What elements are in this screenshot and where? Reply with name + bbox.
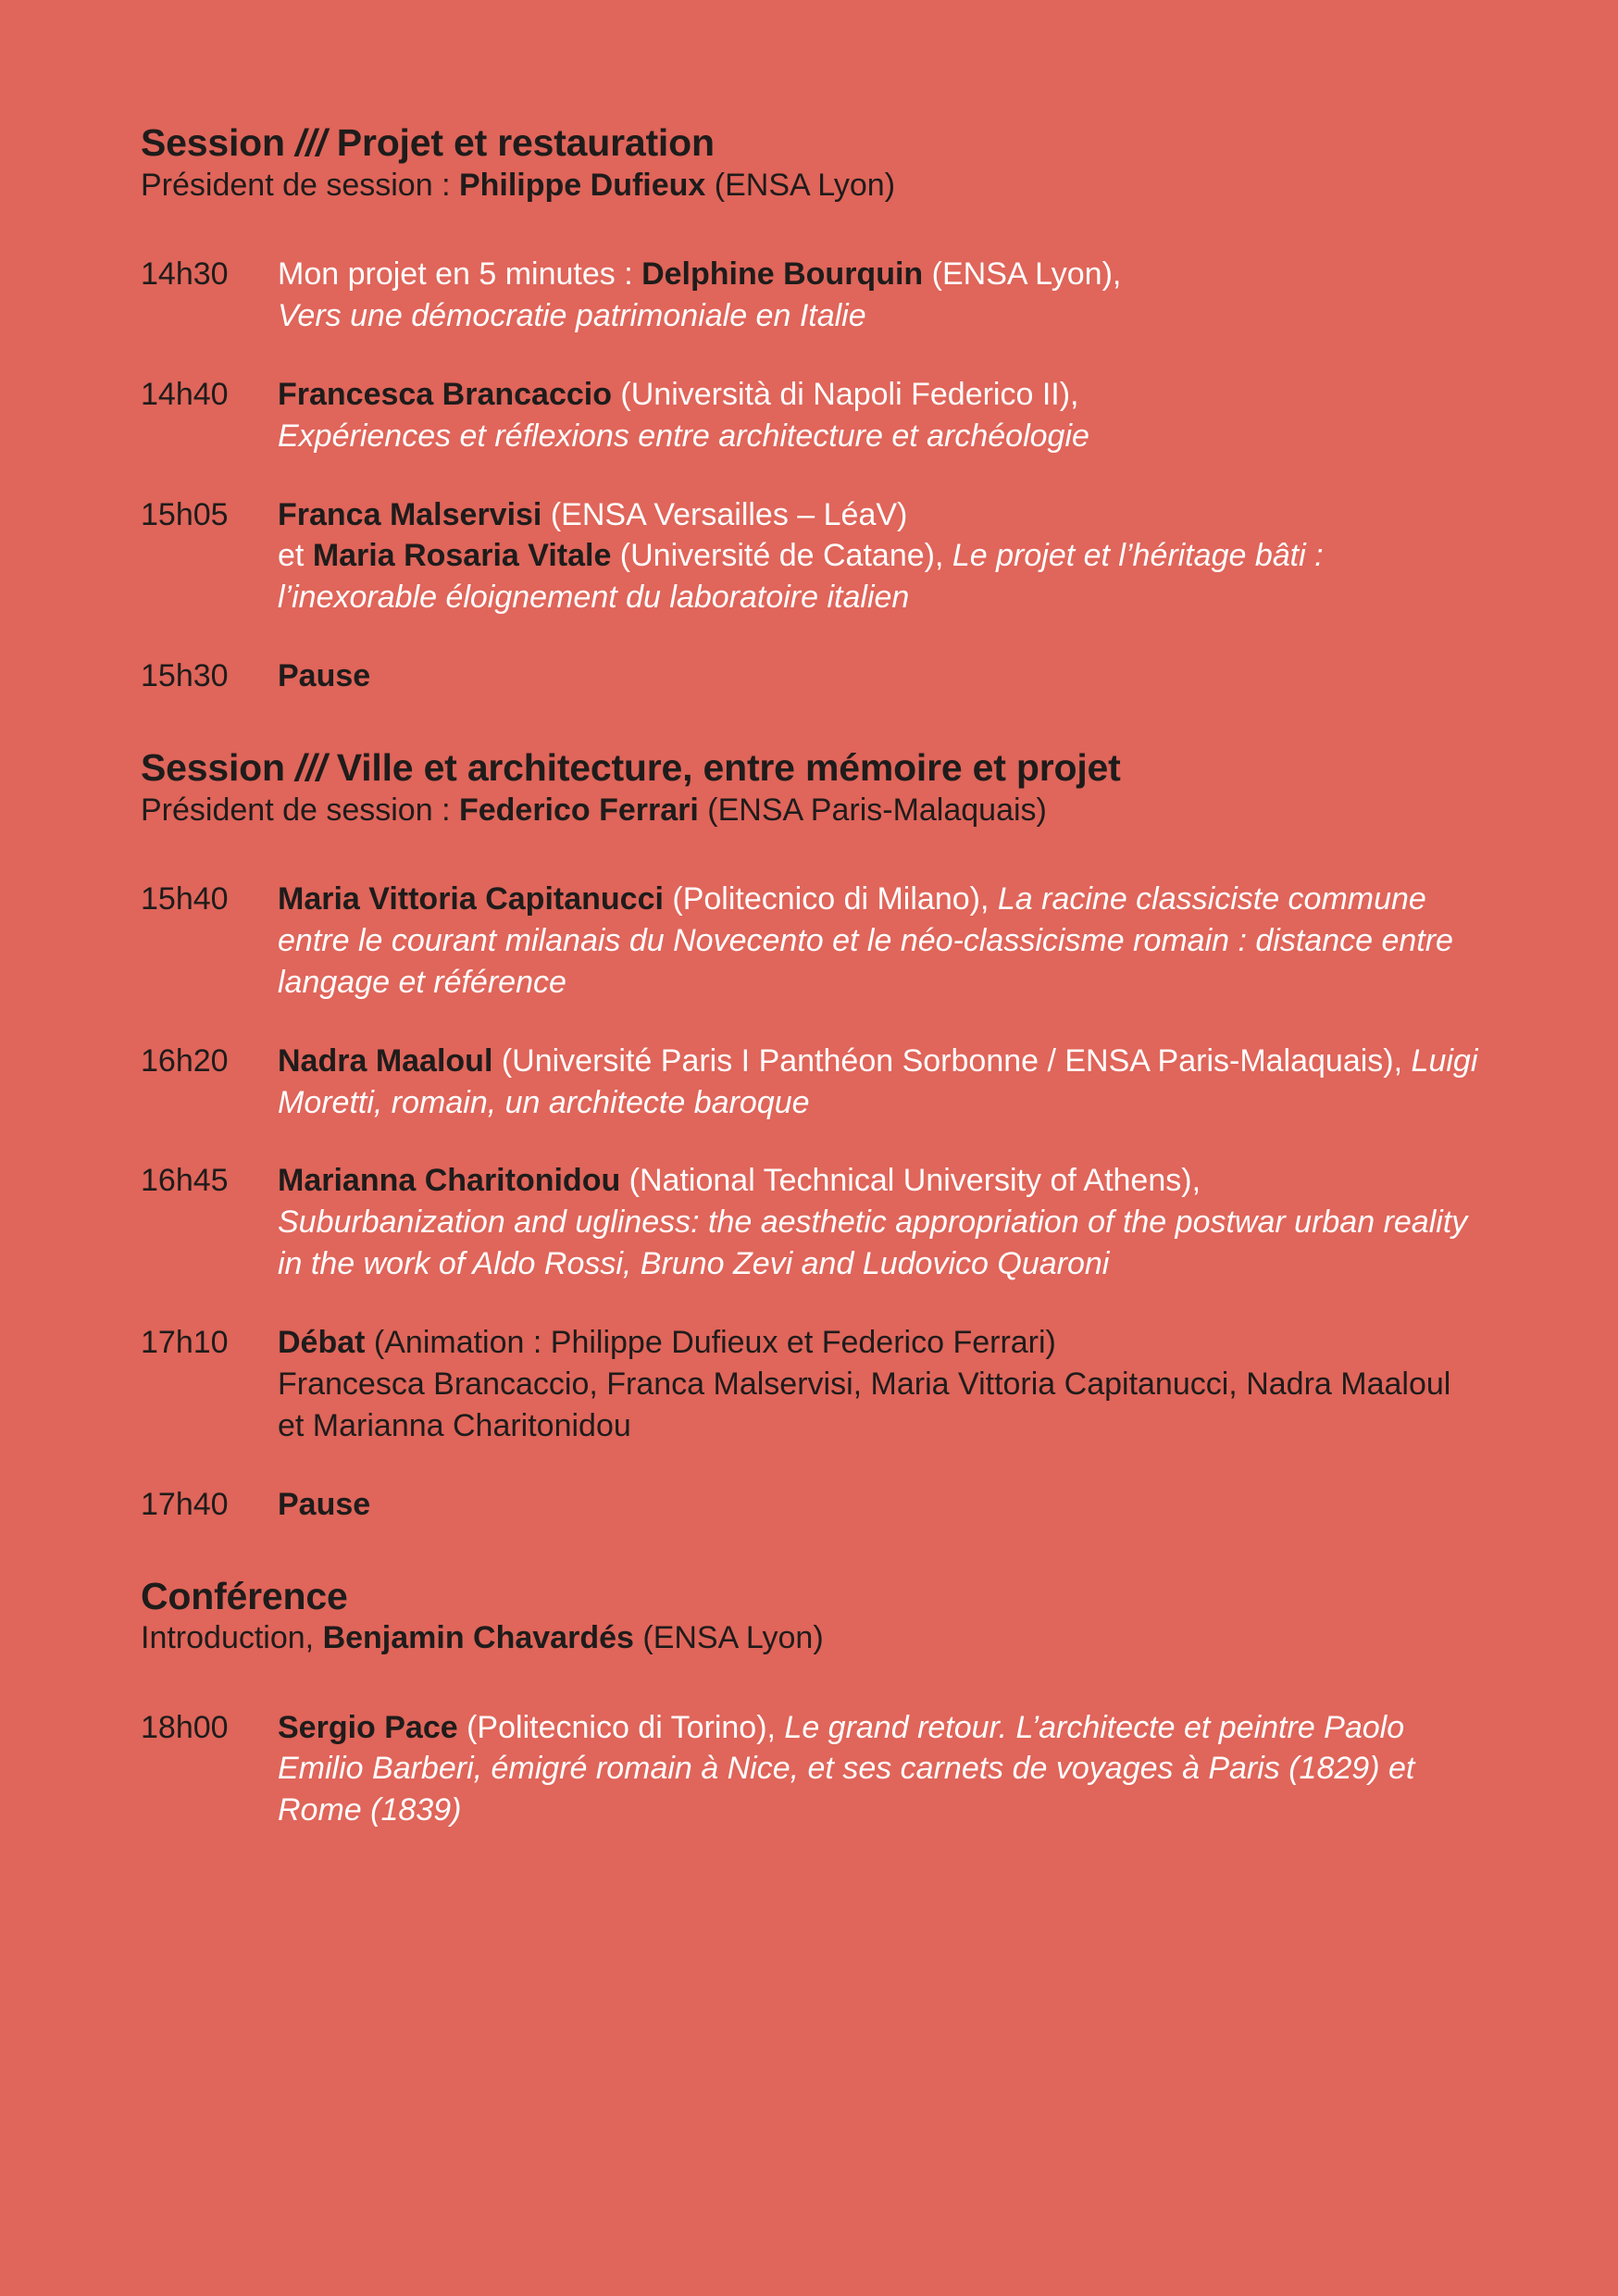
entry-participants: Francesca Brancaccio, Franca Malservisi, Maria Vittoria Capitanucci, Nadra Maaloul et Marianna Charitonidou	[278, 1366, 1460, 1443]
entry-label: Pause	[278, 1486, 371, 1522]
entry-label: Débat	[278, 1325, 366, 1361]
entry-speaker-name: Sergio Pace	[278, 1709, 458, 1745]
introduction-affiliation: (ENSA Lyon)	[633, 1620, 824, 1656]
entry-time: 17h40	[141, 1486, 229, 1522]
introduction-name: Benjamin Chavardés	[322, 1620, 634, 1656]
entry-affiliation: (National Technical University of Athens),	[620, 1163, 1201, 1199]
spacer	[141, 1285, 1479, 1322]
entry-title: Suburbanization and ugliness: the aesthetic appropriation of the postwar urban reality in the work of Aldo Rossi, Bruno Zevi and Ludovico Quaroni	[278, 1204, 1476, 1282]
entry-speaker-name: Marianna Charitonidou	[278, 1163, 621, 1199]
entry-body	[278, 1041, 1487, 1124]
entry-speaker-name-2: Maria Rosaria Vitale	[312, 538, 612, 574]
president-name: Philippe Dufieux	[458, 167, 706, 203]
spacer	[141, 337, 1479, 374]
entry-time: 16h20	[141, 1042, 229, 1079]
schedule-entry	[141, 1160, 1479, 1285]
spacer	[141, 204, 1479, 254]
entry-title: Expériences et réflexions entre architecture et archéologie	[278, 418, 1089, 454]
entry-affiliation: (ENSA Lyon),	[923, 256, 1122, 293]
entry-body	[278, 494, 1479, 619]
entry-body	[278, 1707, 1479, 1832]
president-name: Federico Ferrari	[458, 792, 699, 828]
session-heading-title: Ville et architecture, entre mémoire et projet	[326, 746, 1121, 790]
schedule-entry	[141, 1041, 1487, 1124]
schedule-entry	[141, 254, 1479, 337]
president-label: Président de session :	[141, 167, 459, 203]
schedule-entry	[141, 1322, 1479, 1447]
president-affiliation: (ENSA Paris-Malaquais)	[698, 792, 1047, 828]
spacer	[141, 829, 1479, 879]
entry-body	[278, 879, 1479, 1004]
spacer	[141, 1004, 1479, 1041]
entry-time: 18h00	[141, 1709, 229, 1745]
conference-heading: Conférence	[141, 1574, 348, 1617]
entry-affiliation: (Università di Napoli Federico II),	[611, 376, 1079, 412]
entry-affiliation: (ENSA Versailles – LéaV)	[541, 496, 908, 532]
entry-speaker-name: Francesca Brancaccio	[278, 376, 612, 412]
entry-body	[278, 374, 1479, 457]
schedule-entry	[141, 655, 1479, 697]
session-block-2	[141, 747, 1479, 829]
entry-lead: Mon projet en 5 minutes :	[278, 256, 642, 293]
spacer	[141, 1447, 1479, 1484]
entry-time: 15h40	[141, 881, 229, 917]
entry-body	[278, 655, 1479, 697]
session-heading-title: Projet et restauration	[326, 121, 715, 164]
session-heading-prefix: Session	[141, 121, 296, 164]
schedule-entry	[141, 879, 1479, 1004]
entry-time: 15h30	[141, 658, 229, 694]
entry-time: 16h45	[141, 1163, 229, 1199]
president-affiliation: (ENSA Lyon)	[705, 167, 896, 203]
entry-body	[278, 254, 1479, 337]
entry-time: 15h05	[141, 496, 229, 532]
entry-body	[278, 1160, 1479, 1285]
entry-title: Luigi Moretti, romain, un architecte baroque	[278, 1042, 1487, 1120]
session-heading-2	[141, 747, 1479, 790]
schedule-entry	[141, 1484, 1479, 1526]
session-heading-prefix: Session	[141, 746, 296, 790]
entry-speaker-name: Nadra Maaloul	[278, 1042, 493, 1079]
entry-time: 14h40	[141, 376, 229, 412]
entry-time: 14h30	[141, 256, 229, 293]
spacer	[141, 1657, 1479, 1707]
entry-connector: et	[278, 538, 313, 574]
entry-time: 17h10	[141, 1325, 229, 1361]
spacer	[141, 697, 1479, 747]
session-president-2	[141, 792, 1479, 829]
session-president-1	[141, 167, 1479, 204]
entry-label: Pause	[278, 658, 371, 694]
spacer	[141, 1526, 1479, 1576]
entry-title: La racine classiciste commune entre le courant milanais du Novecento et le néo-classicisme romain : distance entre langage et référence	[278, 881, 1462, 1000]
spacer	[141, 457, 1479, 494]
session-heading-slashes: ///	[295, 746, 327, 790]
entry-affiliation: (Université Paris I Panthéon Sorbonne / ENSA Paris-Malaquais),	[492, 1042, 1412, 1079]
introduction-label: Introduction,	[141, 1620, 323, 1656]
entry-affiliation-2: (Université de Catane),	[611, 538, 952, 574]
president-label: Président de session :	[141, 792, 459, 828]
session-heading-1	[141, 122, 1479, 165]
schedule-entry	[141, 494, 1479, 619]
spacer	[141, 1123, 1479, 1160]
entry-affiliation: (Politecnico di Torino),	[457, 1709, 785, 1745]
entry-affiliation: (Politecnico di Milano),	[663, 881, 998, 917]
conference-block	[141, 1576, 1479, 1657]
schedule-entry	[141, 1707, 1479, 1832]
spacer	[141, 618, 1479, 655]
entry-speaker-name: Maria Vittoria Capitanucci	[278, 881, 664, 917]
entry-speaker-name: Delphine Bourquin	[641, 256, 924, 293]
session-block-1	[141, 122, 1479, 204]
entry-title: Vers une démocratie patrimoniale en Italie	[278, 297, 866, 333]
entry-title: Le projet et l’héritage bâti : l’inexorable éloignement du laboratoire italien	[278, 538, 1333, 616]
entry-body	[278, 1322, 1479, 1447]
entry-speaker-name: Franca Malservisi	[278, 496, 542, 532]
entry-title: Le grand retour. L’architecte et peintre Paolo Emilio Barberi, émigré romain à Nice, et ses carnets de voyages à Paris (1829) et Rome (1839)	[278, 1709, 1424, 1828]
schedule-entry	[141, 374, 1479, 457]
session-heading-slashes: ///	[295, 121, 327, 164]
entry-animation: (Animation : Philippe Dufieux et Federico Ferrari)	[365, 1325, 1056, 1361]
entry-body	[278, 1484, 1479, 1526]
conference-introduction	[141, 1619, 1479, 1656]
